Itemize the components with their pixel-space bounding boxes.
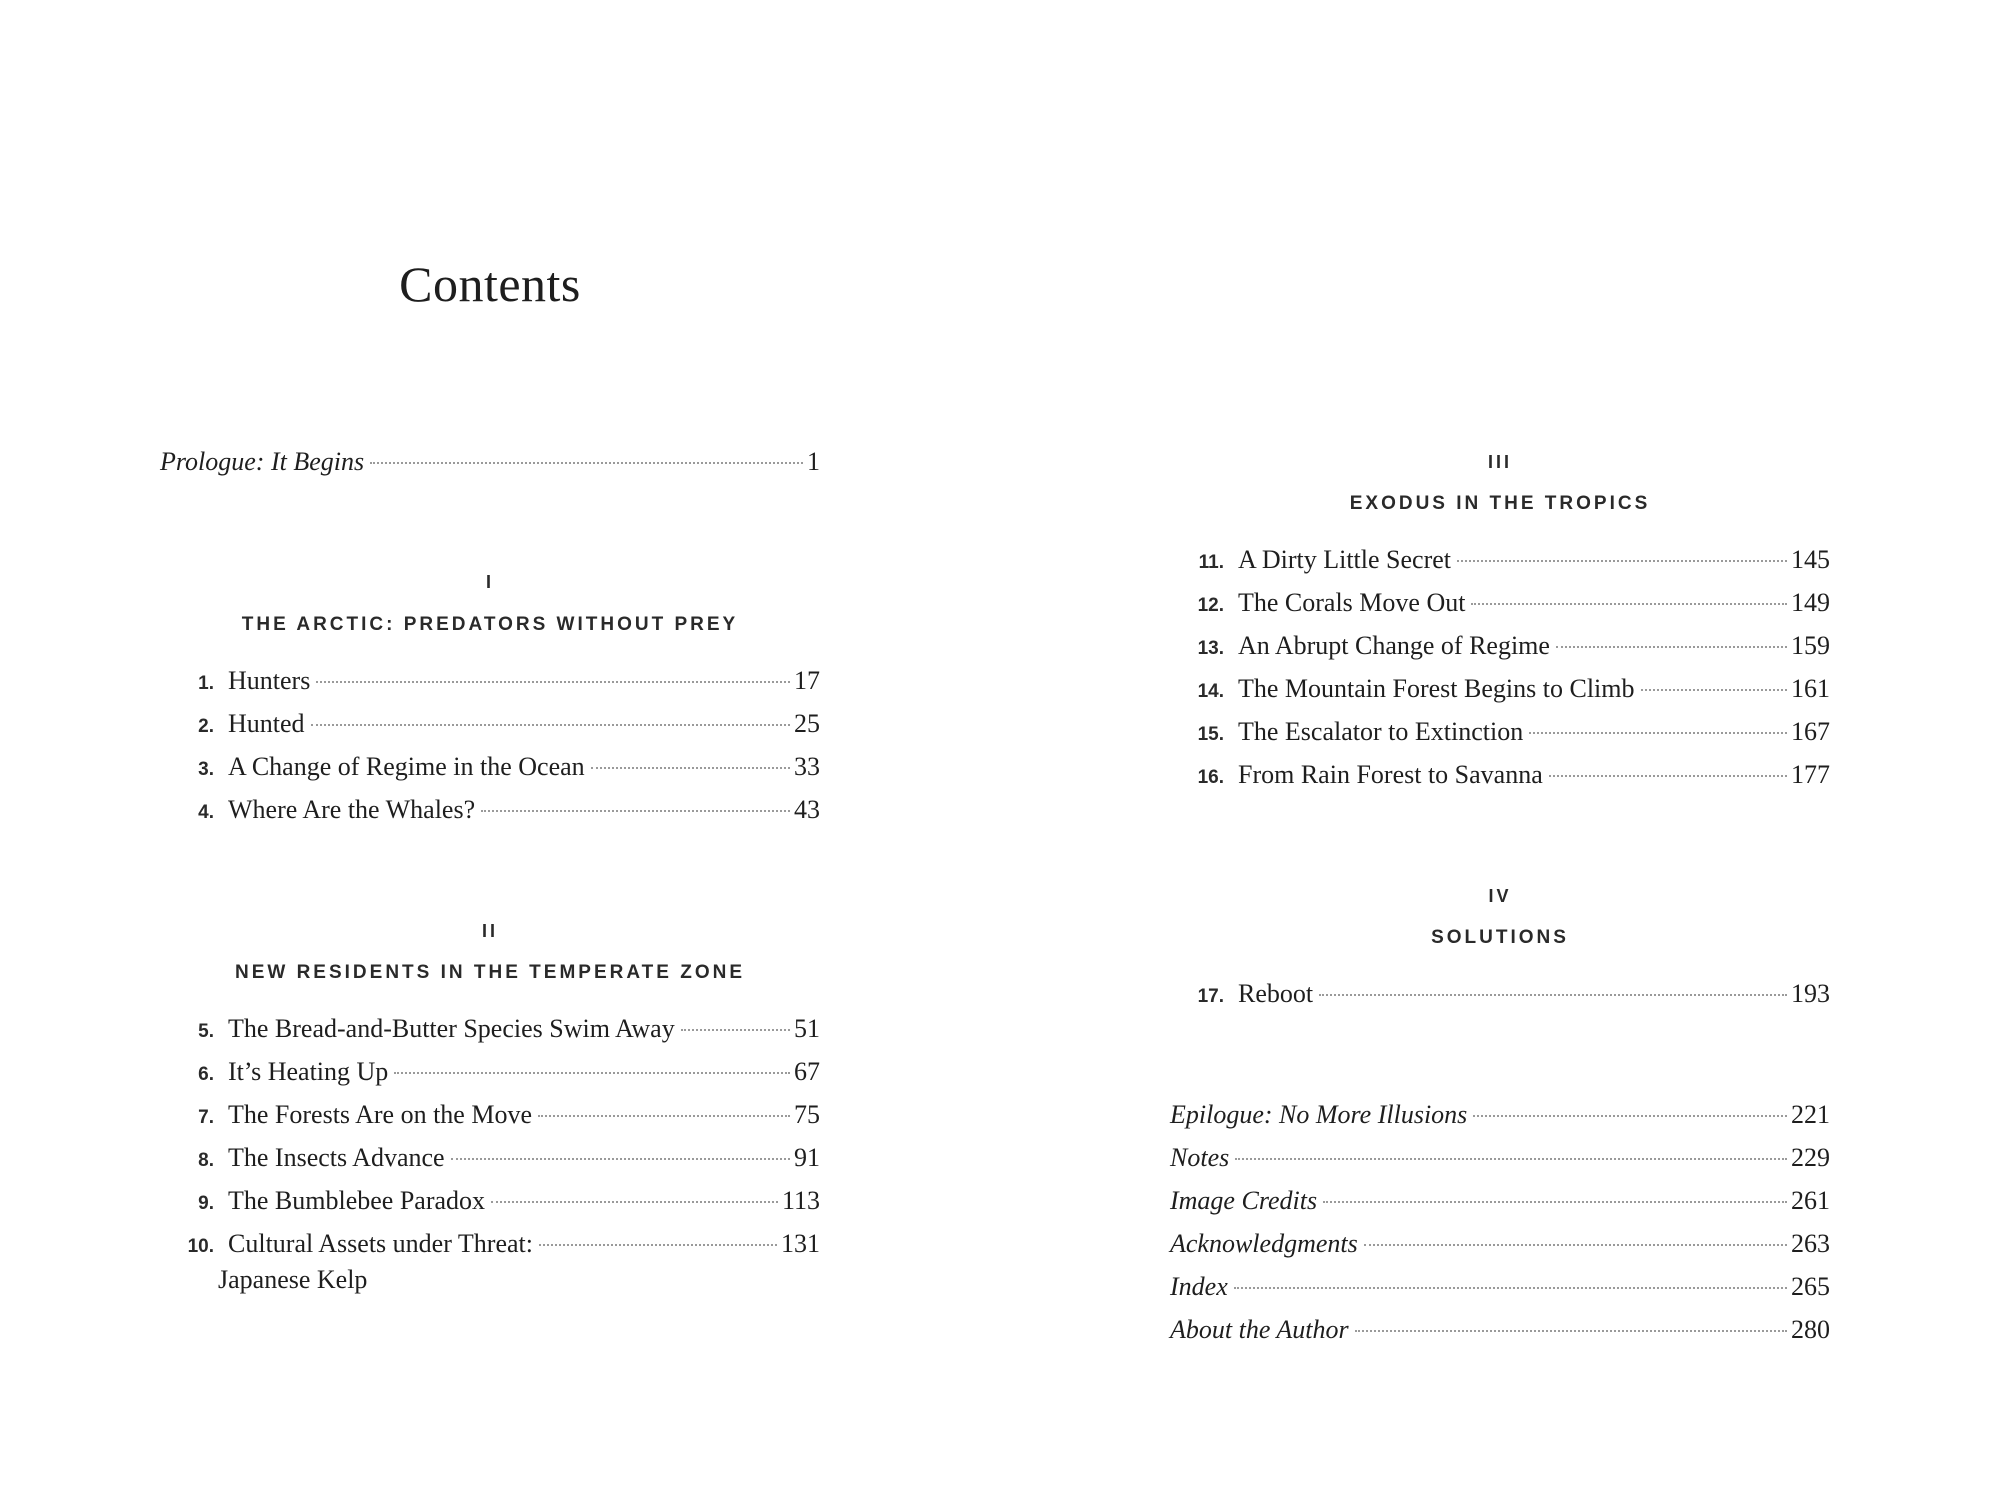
part-number: I [485, 572, 494, 592]
entry-title: Index [1170, 1272, 1228, 1301]
chapter-number: 4. [198, 802, 214, 823]
toc-entry[interactable] [170, 1057, 820, 1087]
dot-leader [591, 767, 790, 769]
dot-leader [481, 810, 790, 812]
toc-entry[interactable] [170, 1229, 820, 1259]
toc-entry[interactable] [1180, 717, 1830, 747]
entry-title: Cultural Assets under Threat: [228, 1229, 533, 1258]
dot-leader [539, 1244, 777, 1246]
chapter-number: 7. [198, 1107, 214, 1128]
toc-entry[interactable] [1180, 674, 1830, 704]
chapter-number: 11. [1198, 552, 1224, 573]
entry-title: It’s Heating Up [228, 1057, 389, 1086]
entry-title: The Corals Move Out [1238, 588, 1466, 617]
entry-page: 25 [794, 709, 820, 738]
entry-title: Reboot [1238, 979, 1314, 1008]
entry-title: Acknowledgments [1170, 1229, 1358, 1258]
entry-page: 131 [781, 1229, 820, 1258]
dot-leader [1473, 1115, 1787, 1117]
chapter-number: 6. [198, 1064, 214, 1085]
entry-page: 17 [794, 666, 820, 695]
dot-leader [538, 1115, 790, 1117]
entry-page: 280 [1791, 1315, 1830, 1344]
entry-page: 51 [794, 1014, 820, 1043]
toc-entry[interactable] [1180, 979, 1830, 1009]
entry-title: The Bread-and-Butter Species Swim Away [228, 1014, 675, 1043]
entry-page: 221 [1791, 1100, 1830, 1129]
part-title: SOLUTIONS [1431, 927, 1569, 948]
entry-page: 1 [807, 447, 820, 476]
chapter-number: 16. [1197, 767, 1224, 788]
entry-title: An Abrupt Change of Regime [1238, 631, 1550, 660]
entry-title: Where Are the Whales? [228, 795, 476, 824]
toc-entry[interactable] [1180, 631, 1830, 661]
entry-page: 145 [1791, 545, 1830, 574]
entry-page: 265 [1791, 1272, 1830, 1301]
entry-page: 43 [794, 795, 820, 824]
entry-page: 113 [781, 1186, 820, 1215]
part-number: II [481, 921, 498, 941]
chapter-number: 17. [1197, 986, 1224, 1007]
chapter-number: 9. [198, 1193, 214, 1214]
chapter-number: 3. [198, 759, 214, 780]
entry-title: Notes [1170, 1143, 1230, 1172]
toc-entry-backmatter[interactable] [1170, 1100, 1830, 1130]
chapter-number: 12. [1197, 595, 1224, 616]
dot-leader [451, 1158, 790, 1160]
dot-leader [1355, 1330, 1787, 1332]
dot-leader [1641, 689, 1788, 691]
chapter-number: 14. [1197, 681, 1224, 702]
entry-title: The Insects Advance [228, 1143, 445, 1172]
page-title: Contents [399, 256, 581, 312]
entry-title: About the Author [1170, 1315, 1349, 1344]
dot-leader [1323, 1201, 1787, 1203]
entry-page: 193 [1791, 979, 1830, 1008]
dot-leader [491, 1201, 778, 1203]
entry-page: 159 [1791, 631, 1830, 660]
entry-page: 167 [1791, 717, 1830, 746]
entry-title: Prologue: It Begins [160, 447, 365, 476]
dot-leader [311, 724, 790, 726]
entry-title: A Dirty Little Secret [1238, 545, 1452, 574]
toc-entry[interactable] [1180, 760, 1830, 790]
entry-page: 177 [1791, 760, 1830, 789]
entry-title: The Mountain Forest Begins to Climb [1238, 674, 1635, 703]
entry-title: The Escalator to Extinction [1238, 717, 1524, 746]
toc-entry[interactable] [170, 709, 820, 739]
toc-entry[interactable] [170, 752, 820, 782]
chapter-number: 13. [1197, 638, 1224, 659]
dot-leader [1556, 646, 1787, 648]
toc-entry-backmatter[interactable] [1170, 1143, 1830, 1173]
dot-leader [1364, 1244, 1787, 1246]
entry-page: 161 [1791, 674, 1830, 703]
entry-title: From Rain Forest to Savanna [1238, 760, 1543, 789]
dot-leader [1457, 560, 1787, 562]
entry-page: 263 [1791, 1229, 1830, 1258]
chapter-number: 1. [198, 673, 214, 694]
entry-title: Epilogue: No More Illusions [1170, 1100, 1468, 1129]
entry-page: 229 [1791, 1143, 1830, 1172]
entry-page: 261 [1791, 1186, 1830, 1215]
entry-page: 149 [1791, 588, 1830, 617]
entry-title: The Bumblebee Paradox [228, 1186, 486, 1215]
right-page [1170, 0, 1830, 1492]
chapter-number: 10. [187, 1236, 214, 1257]
dot-leader [1549, 775, 1787, 777]
toc-entry[interactable] [1180, 588, 1830, 618]
toc-entry-prologue[interactable] [160, 447, 820, 477]
dot-leader [370, 462, 803, 464]
toc-entry[interactable] [170, 666, 820, 696]
toc-entry[interactable] [1180, 545, 1830, 575]
toc-entry[interactable] [170, 1014, 820, 1044]
part-title: EXODUS IN THE TROPICS [1349, 493, 1651, 514]
dot-leader [316, 681, 790, 683]
entry-page: 67 [794, 1057, 820, 1086]
toc-entry-backmatter[interactable] [1170, 1272, 1830, 1302]
dot-leader [1529, 732, 1787, 734]
part-title: NEW RESIDENTS IN THE TEMPERATE ZONE [234, 962, 745, 983]
entry-title: A Change of Regime in the Ocean [228, 752, 585, 781]
part-title: THE ARCTIC: PREDATORS WITHOUT PREY [241, 614, 739, 635]
left-page [160, 0, 820, 1492]
toc-entry[interactable] [170, 1143, 820, 1173]
toc-entry-backmatter[interactable] [1170, 1186, 1830, 1216]
entry-title: Hunters [228, 666, 311, 695]
entry-title: Image Credits [1170, 1186, 1318, 1215]
dot-leader [681, 1029, 790, 1031]
dot-leader [394, 1072, 790, 1074]
entry-page: 91 [794, 1143, 820, 1172]
entry-page: 33 [794, 752, 820, 781]
toc-entry[interactable] [170, 1186, 820, 1216]
toc-entry-backmatter[interactable] [1170, 1315, 1830, 1345]
dot-leader [1471, 603, 1787, 605]
toc-entry[interactable] [170, 795, 820, 825]
entry-title-continued: Japanese Kelp [218, 1265, 368, 1294]
toc-entry[interactable] [170, 1100, 820, 1130]
entry-page: 75 [794, 1100, 820, 1129]
part-number: IV [1488, 886, 1512, 906]
entry-title: Hunted [228, 709, 305, 738]
entry-title: The Forests Are on the Move [228, 1100, 533, 1129]
chapter-number: 8. [198, 1150, 214, 1171]
part-number: III [1487, 452, 1512, 472]
chapter-number: 2. [198, 716, 214, 737]
dot-leader [1234, 1287, 1787, 1289]
toc-entry-backmatter[interactable] [1170, 1229, 1830, 1259]
dot-leader [1235, 1158, 1787, 1160]
chapter-number: 15. [1197, 724, 1224, 745]
dot-leader [1319, 994, 1787, 996]
chapter-number: 5. [198, 1021, 214, 1042]
